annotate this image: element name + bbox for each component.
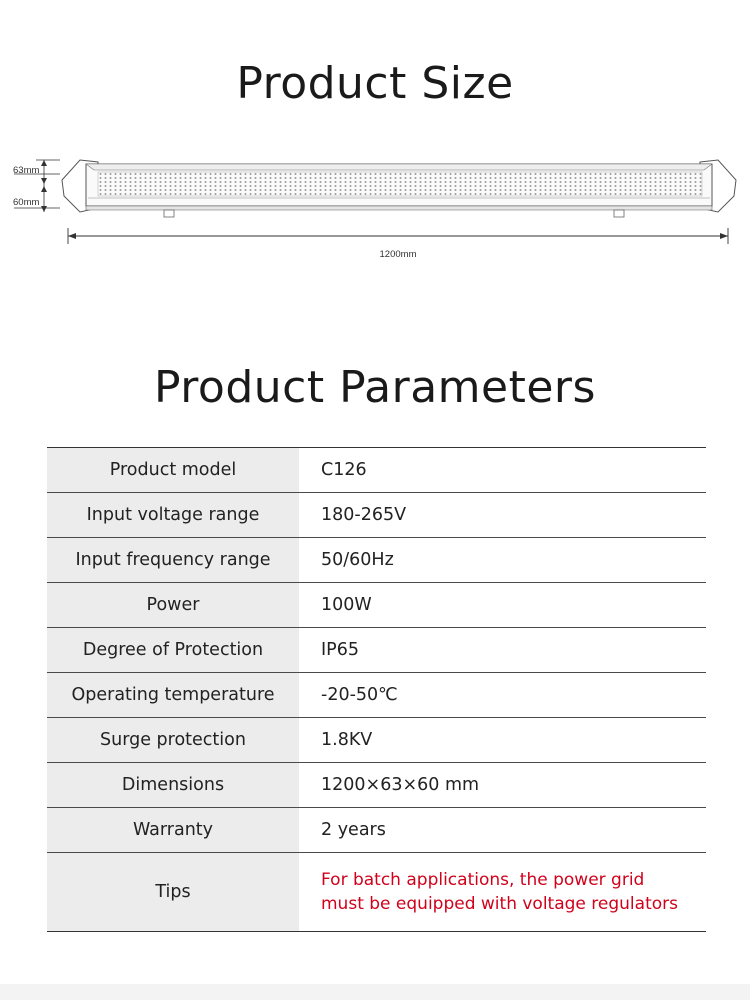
parameter-value: 2 years: [299, 808, 706, 853]
table-row: [47, 583, 706, 628]
height-label: 63mm: [13, 165, 40, 176]
parameter-value: 50/60Hz: [299, 538, 706, 583]
table-row: [47, 538, 706, 583]
parameter-value: C126: [299, 448, 706, 493]
table-row: [47, 763, 706, 808]
length-label: 1200mm: [379, 249, 417, 260]
table-row: [47, 493, 706, 538]
parameters-table: [47, 447, 706, 932]
parameter-name: Power: [47, 583, 299, 628]
table-row: [47, 808, 706, 853]
parameter-name: Operating temperature: [47, 673, 299, 718]
parameter-value: 180-265V: [299, 493, 706, 538]
table-row: [47, 673, 706, 718]
tips-label: Tips: [47, 853, 299, 932]
tips-text: [299, 853, 706, 932]
parameter-value: 100W: [299, 583, 706, 628]
parameter-name: Surge protection: [47, 718, 299, 763]
parameter-value: -20-50℃: [299, 673, 706, 718]
length-dimension: [68, 228, 728, 244]
lamp-drawing: [62, 160, 736, 217]
parameter-name: Degree of Protection: [47, 628, 299, 673]
table-row: [47, 628, 706, 673]
product-size-diagram: [0, 150, 750, 270]
table-row: [47, 718, 706, 763]
tips-line-2: must be equipped with voltage regulators: [321, 894, 678, 914]
parameter-value: 1200×63×60 mm: [299, 763, 706, 808]
parameter-value: IP65: [299, 628, 706, 673]
parameter-name: Dimensions: [47, 763, 299, 808]
tips-row: [47, 853, 706, 932]
parameter-name: Input voltage range: [47, 493, 299, 538]
parameter-name: Warranty: [47, 808, 299, 853]
footer-band: [0, 984, 750, 1000]
parameter-name: Input frequency range: [47, 538, 299, 583]
width-label: 60mm: [13, 197, 40, 208]
tips-line-1: For batch applications, the power grid: [321, 870, 645, 890]
table-row: [47, 448, 706, 493]
product-size-heading: Product Size: [236, 58, 514, 109]
parameter-value: 1.8KV: [299, 718, 706, 763]
parameter-name: Product model: [47, 448, 299, 493]
product-parameters-heading: Product Parameters: [154, 362, 596, 413]
